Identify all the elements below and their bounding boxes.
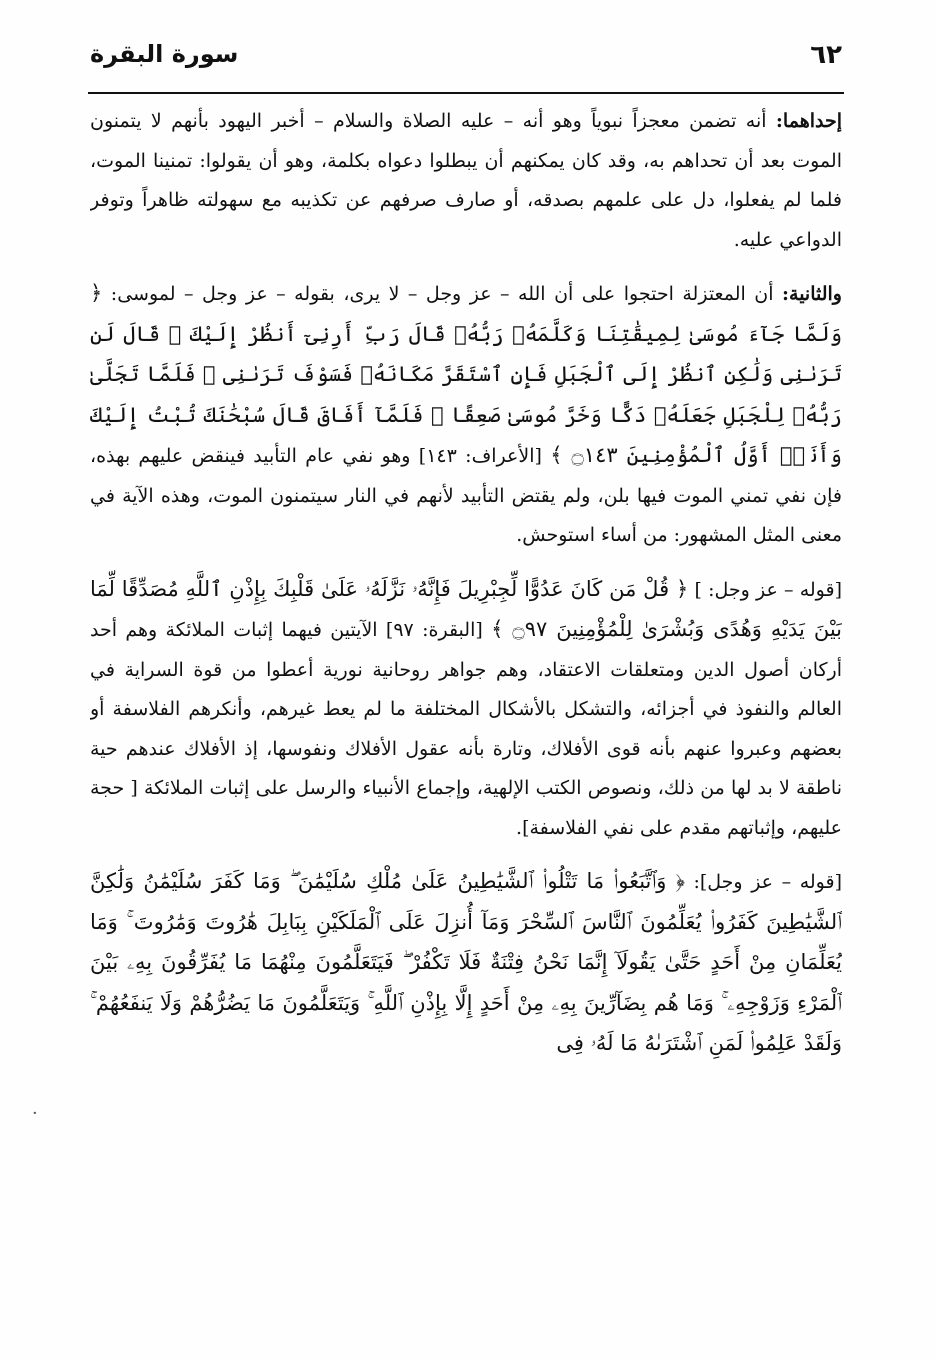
page-header: [90, 40, 842, 84]
paragraph-second-point: [90, 274, 842, 556]
paragraph-text-after: [الأعراف: ١٤٣] وهو نفي عام التأبيد فينقض عليهم بهذه، فإن نفي تمني الموت فيها بلن، ولم يقتض التأبيد لأنهم في النار سيتمنون الموت، وهذه الآية في معنى المثل المشهور: من أساء استوحش.: [90, 445, 842, 546]
quran-verse: ﴿ وَلَمَّا جَآءَ مُوسَىٰ لِمِيقَٰتِنَا وَكَلَّمَهُۥ رَبُّهُۥ قَالَ رَبِّ أَرِنِىٓ أَنظُرْ إِلَيْكَ ۚ قَالَ لَن تَرَىٰنِى وَلَٰكِنِ ٱنظُرْ إِلَى ٱلْجَبَلِ فَإِنِ ٱسْتَقَرَّ مَكَانَهُۥ فَسَوْفَ تَرَىٰنِى ۚ فَلَمَّا تَجَلَّىٰ رَبُّهُۥ لِلْجَبَلِ جَعَلَهُۥ دَكًّا وَخَرَّ مُوسَىٰ صَعِقًا ۚ فَلَمَّآ أَفَاقَ قَالَ سُبْحَٰنَكَ تُبْتُ إِلَيْكَ وَأَنَا۠ أَوَّلُ ٱلْمُؤْمِنِينَ ۝١٤٣ ﴾: [90, 281, 842, 467]
paragraph-text: [قوله – عز وجل: ]: [688, 578, 842, 601]
margin-mark: ·: [32, 1103, 38, 1124]
paragraph-harut-marut: [90, 862, 842, 1065]
page-body: [90, 102, 842, 1349]
paragraph-text-after: [البقرة: ٩٧] الآيتين فيهما إثبات الملائكة وهم أحد أركان أصول الدين ومتعلقات الاعتقاد، وهم جواهر روحانية نورية أعطوا من قوة السراية في العالم والنفوذ في أجزائه، والتشكل بالأشكال المختلفة ما لم يعط غيرهم، وأنكرهم الفلاسفة أو بعضهم وعبروا عنهم بأنه قوى الأفلاك، وتارة بأنه عقول الأفلاك ونفوسها، إذ الأفلاك عندهم حية ناطقة لا بد لها من ذلك، ونصوص الكتب الإلهية، وإجماع الأنبياء والرسل على إثبات الملائكة [ حجة عليهم، وإثباتهم مقدم على نفي الفلاسفة].: [90, 619, 842, 839]
paragraph-text: أن المعتزلة احتجوا على أن الله – عز وجل – لا يرى، بقوله – عز وجل – لموسى:: [102, 283, 782, 305]
paragraph-text: [قوله – عز وجل]:: [684, 871, 842, 893]
page-number: ٦٢: [810, 40, 842, 70]
paragraph-angels: [90, 570, 842, 849]
running-title: سورة البقرة: [90, 40, 239, 68]
paragraph-first-point: [90, 102, 842, 260]
quran-verse: ﴿ وَٱتَّبَعُوا۟ مَا تَتْلُوا۟ ٱلشَّيَٰطِينُ عَلَىٰ مُلْكِ سُلَيْمَٰنَ ۖ وَمَا كَفَرَ سُلَيْمَٰنُ وَلَٰكِنَّ ٱلشَّيَٰطِينَ كَفَرُوا۟ يُعَلِّمُونَ ٱلنَّاسَ ٱلسِّحْرَ وَمَآ أُنزِلَ عَلَى ٱلْمَلَكَيْنِ بِبَابِلَ هَٰرُوتَ وَمَٰرُوتَ ۚ وَمَا يُعَلِّمَانِ مِنْ أَحَدٍ حَتَّىٰ يَقُولَآ إِنَّمَا نَحْنُ فِتْنَةٌ فَلَا تَكْفُرْ ۖ فَيَتَعَلَّمُونَ مِنْهُمَا مَا يُفَرِّقُونَ بِهِۦ بَيْنَ ٱلْمَرْءِ وَزَوْجِهِۦ ۚ وَمَا هُم بِضَآرِّينَ بِهِۦ مِنْ أَحَدٍ إِلَّا بِإِذْنِ ٱللَّهِ ۚ وَيَتَعَلَّمُونَ مَا يَضُرُّهُمْ وَلَا يَنفَعُهُمْ ۚ وَلَقَدْ عَلِمُوا۟ لَمَنِ ٱشْتَرَىٰهُ مَا لَهُۥ فِى: [90, 869, 842, 1055]
header-divider: [88, 92, 844, 94]
quran-verse: ﴿ قُلْ مَن كَانَ عَدُوًّا لِّجِبْرِيلَ فَإِنَّهُۥ نَزَّلَهُۥ عَلَىٰ قَلْبِكَ بِإِذْنِ ٱللَّهِ مُصَدِّقًا لِّمَا بَيْنَ يَدَيْهِ وَهُدًى وَبُشْرَىٰ لِلْمُؤْمِنِينَ ۝٩٧ ﴾: [90, 576, 842, 641]
paragraph-lead: إحداهما:: [775, 110, 842, 132]
paragraph-lead: والثانية:: [782, 283, 842, 305]
paragraph-text: أنه تضمن معجزاً نبوياً وهو أنه – عليه الصلاة والسلام – أخبر اليهود بأنهم لا يتمنون الموت بعد أن تحداهم به، وقد كان يمكنهم أن يبطلوا دعواه بكلمة، وهو أن يقولوا: تمنينا الموت، فلما لم يفعلوا، دل على علمهم بصدقه، أو صارف صرفهم عن تكذيبه مع سهولته ظاهراً وتوفر الدواعي عليه.: [90, 110, 842, 251]
